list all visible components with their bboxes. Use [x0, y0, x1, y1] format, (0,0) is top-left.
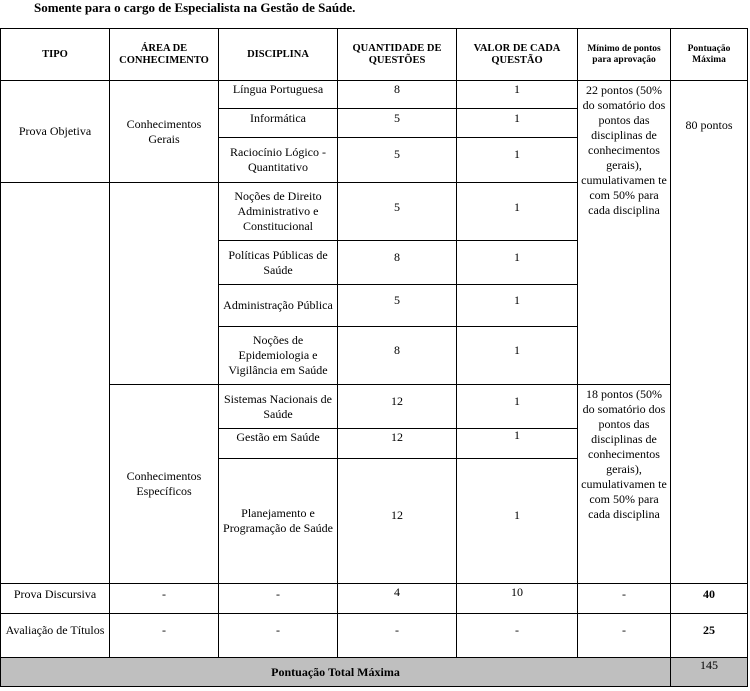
quantidade-cell: 12: [391, 430, 403, 444]
header-area: ÁREA DE CONHECIMENTO: [119, 42, 209, 66]
page-heading: Somente para o cargo de Especialista na Gestão de Saúde.: [34, 0, 356, 15]
discursiva-minimo: -: [622, 586, 626, 601]
quantidade-cell: 5: [394, 292, 400, 307]
disciplina-cell: Sistemas Nacionais de Saúde: [224, 391, 332, 421]
quantidade-cell: 8: [394, 82, 400, 96]
valor-cell: 1: [514, 393, 520, 408]
valor-cell: 1: [514, 292, 520, 307]
valor-cell: 1: [514, 82, 520, 96]
valor-cell: 1: [514, 200, 520, 214]
header-minimo: Mínimo de pontos para aprovação: [587, 43, 661, 65]
quantidade-cell: 12: [391, 507, 403, 522]
titulos-quantidade: -: [395, 622, 399, 637]
disciplina-cell: Raciocínio Lógico - Quantitativo: [230, 145, 326, 174]
quantidade-cell: 5: [394, 200, 400, 214]
valor-cell: 1: [514, 428, 520, 442]
quantidade-cell: 8: [394, 342, 400, 357]
valor-cell: 1: [514, 147, 520, 161]
quantidade-cell: 12: [391, 393, 403, 408]
total-label: Pontuação Total Máxima: [1, 658, 670, 686]
valor-cell: 1: [514, 342, 520, 357]
area-conhecimentos-gerais: Conhecimentos Gerais: [126, 116, 202, 146]
disciplina-cell: Administração Pública: [223, 298, 333, 312]
tipo-prova-objetiva: Prova Objetiva: [18, 124, 92, 138]
valor-cell: 1: [514, 249, 520, 264]
header-disciplina: DISCIPLINA: [247, 48, 309, 60]
titulos-disciplina: -: [276, 622, 280, 637]
quantidade-cell: 5: [394, 111, 400, 125]
disciplina-cell: Informática: [250, 111, 306, 125]
titulos-minimo: -: [622, 622, 626, 637]
valor-cell: 1: [514, 111, 520, 125]
discursiva-quantidade: 4: [394, 584, 400, 599]
grid-line: [218, 108, 577, 109]
tipo-prova-discursiva: Prova Discursiva: [13, 586, 97, 601]
discursiva-area: -: [162, 586, 166, 601]
disciplina-cell: Planejamento e Programação de Saúde: [223, 506, 333, 535]
titulos-pontuacao: 25: [703, 622, 715, 637]
discursiva-pontuacao: 40: [703, 586, 715, 601]
quantidade-cell: 5: [394, 147, 400, 161]
quantidade-cell: 8: [394, 249, 400, 264]
header-valor: VALOR DE CADA QUESTÃO: [473, 42, 561, 66]
titulos-valor: -: [515, 622, 519, 637]
total-value: 145: [671, 658, 747, 686]
header-quantidade: QUANTIDADE DE QUESTÕES: [352, 42, 442, 66]
discursiva-valor: 10: [511, 584, 523, 599]
titulos-area: -: [162, 622, 166, 637]
header-tipo: TIPO: [42, 48, 68, 60]
pontuacao-objetiva: 80 pontos: [685, 118, 733, 132]
minimo-especificos-text: 18 pontos (50% do somatório dos pontos das disciplinas de conhecimentos gerais), cumulativamen te com 50% para cada disciplina: [581, 387, 667, 521]
disciplina-cell: Gestão em Saúde: [236, 430, 320, 444]
disciplina-cell: Noções de Direito Administrativo e Constitucional: [234, 189, 322, 233]
disciplina-cell: Noções de Epidemiologia e Vigilância em Saúde: [228, 333, 328, 377]
header-pontuacao: Pontuação Máxima: [687, 43, 731, 65]
valor-cell: 1: [514, 507, 520, 522]
disciplina-cell: Língua Portuguesa: [232, 82, 324, 96]
grid-line: [577, 384, 670, 385]
area-conhecimentos-especificos: Conhecimentos Específicos: [126, 469, 202, 498]
tipo-avaliacao-titulos: Avaliação de Títulos: [5, 622, 105, 637]
disciplina-cell: Políticas Públicas de Saúde: [228, 247, 328, 277]
minimo-gerais-text: 22 pontos (50% do somatório dos pontos das disciplinas de conhecimentos gerais), cumulativamen te com 50% para cada disciplina: [581, 83, 667, 217]
discursiva-disciplina: -: [276, 586, 280, 601]
